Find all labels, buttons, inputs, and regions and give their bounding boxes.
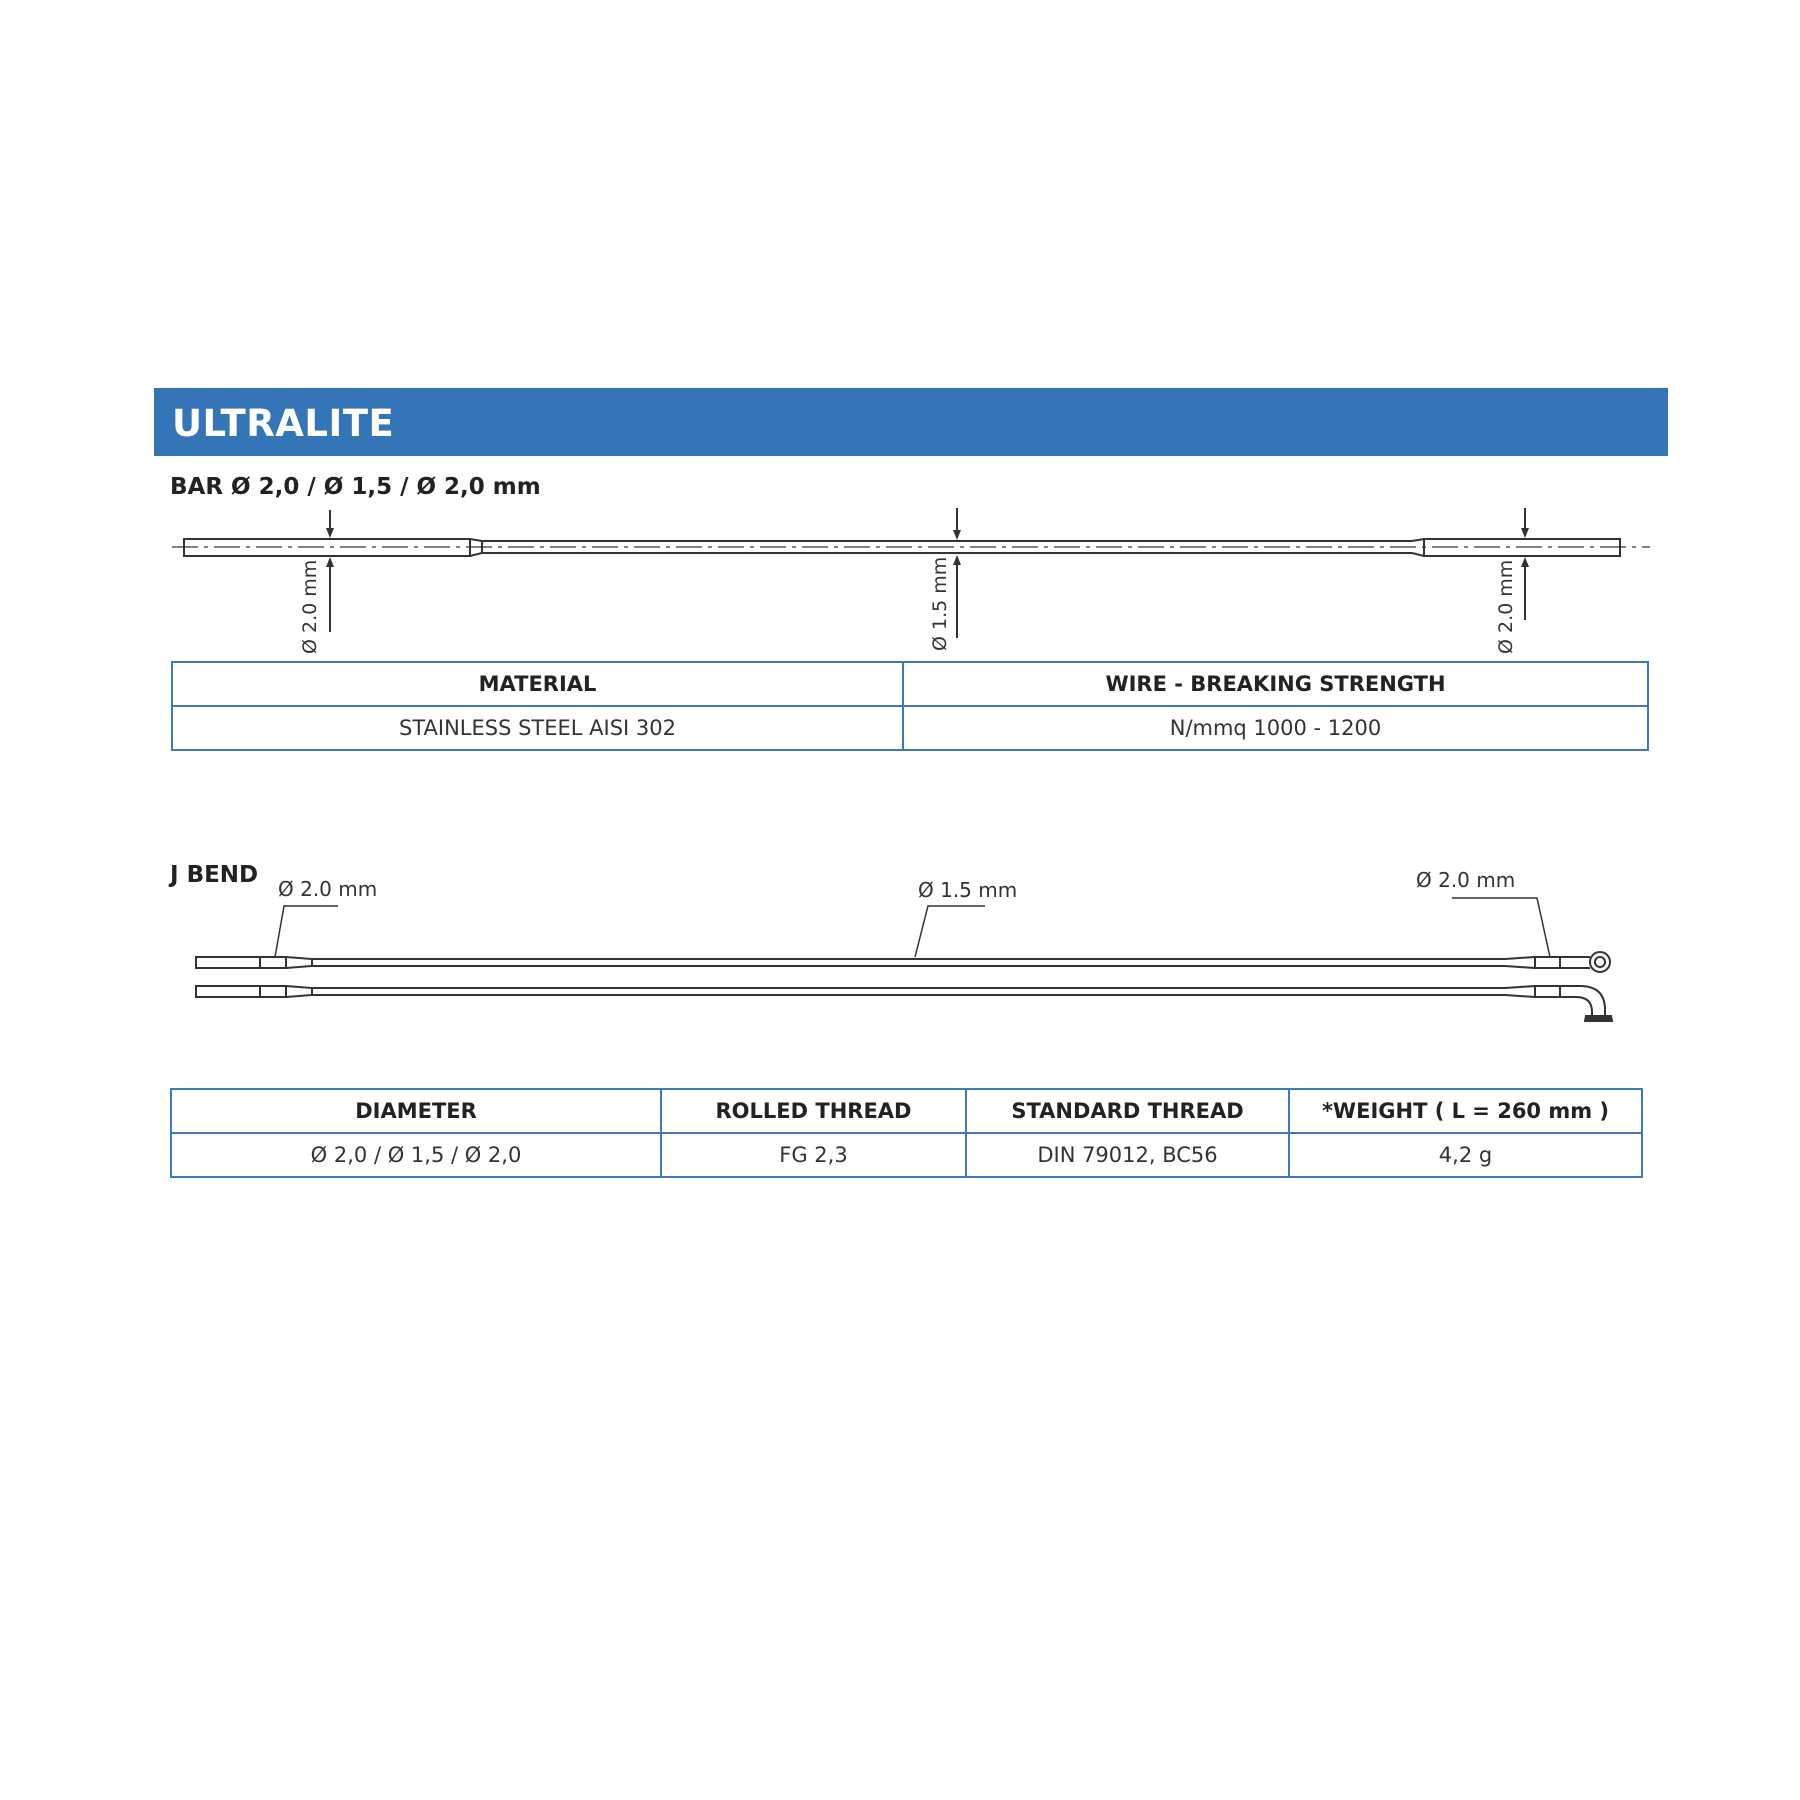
bar-dim-left-label: Ø 2.0 mm (299, 559, 321, 654)
table-header-breaking-strength: WIRE - BREAKING STRENGTH (903, 662, 1648, 706)
jbend-dim-right-label: Ø 2.0 mm (1416, 868, 1516, 892)
table-header-material: MATERIAL (172, 662, 903, 706)
j-bend-spoke-drawing (196, 898, 1612, 1021)
bar-dim-middle-label: Ø 1.5 mm (929, 556, 951, 651)
table-header-standard-thread: STANDARD THREAD (966, 1089, 1289, 1133)
jbend-leader-left (275, 906, 338, 957)
jbend-lower-left-end (196, 986, 286, 997)
table-cell-weight: 4,2 g (1289, 1133, 1642, 1177)
table-cell-rolled-thread: FG 2,3 (661, 1133, 966, 1177)
table-header-rolled-thread: ROLLED THREAD (661, 1089, 966, 1133)
table-row (171, 1133, 1642, 1177)
jbend-section-label: J BEND (170, 862, 259, 888)
material-table (171, 661, 1649, 751)
jbend-dim-left-label: Ø 2.0 mm (278, 877, 378, 901)
table-cell-breaking-strength: N/mmq 1000 - 1200 (903, 706, 1648, 750)
table-cell-diameter: Ø 2,0 / Ø 1,5 / Ø 2,0 (171, 1133, 661, 1177)
jbend-head-top-view (1590, 952, 1610, 972)
table-header-row (172, 662, 1648, 706)
bar-dim-right-label: Ø 2.0 mm (1495, 559, 1517, 654)
bar-section-label: BAR Ø 2,0 / Ø 1,5 / Ø 2,0 mm (170, 474, 541, 500)
jbend-leader-middle (915, 906, 985, 957)
jbend-dim-middle-label: Ø 1.5 mm (918, 878, 1018, 902)
table-row (172, 706, 1648, 750)
page-title: ULTRALITE (172, 402, 395, 445)
table-header-diameter: DIAMETER (171, 1089, 661, 1133)
table-cell-standard-thread: DIN 79012, BC56 (966, 1133, 1289, 1177)
straight-spoke-drawing (172, 508, 1650, 638)
table-cell-material: STAINLESS STEEL AISI 302 (172, 706, 903, 750)
jbend-upper-left-end (196, 957, 286, 968)
table-header-weight: *WEIGHT ( L = 260 mm ) (1289, 1089, 1642, 1133)
table-header-row (171, 1089, 1642, 1133)
jbend-leader-right (1452, 898, 1550, 957)
spec-table (170, 1088, 1643, 1178)
